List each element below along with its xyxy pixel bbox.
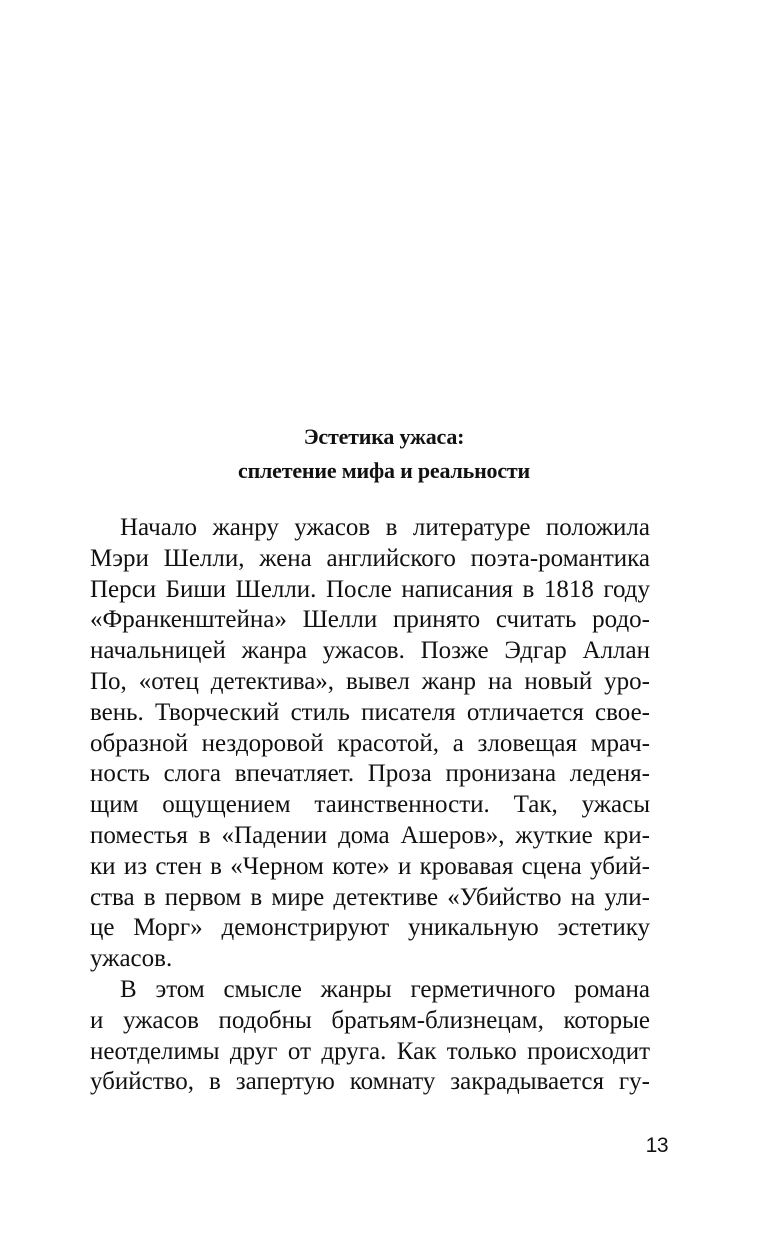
text-line: Перси Биши Шелли. После написания в 1818 году [90, 575, 650, 603]
text-line: вень. Творческий стиль писателя отличается свое- [90, 698, 650, 726]
text-line: це Морг» демонстрируют уникальную эстетику [90, 914, 650, 942]
text-line: образной нездоровой красотой, а зловещая мрач- [90, 729, 650, 757]
text-line: и ужасов подобны братьям-близнецам, которые [90, 1006, 650, 1034]
chapter-heading-line-1: Эстетика ужаса: [303, 424, 465, 449]
text-line: поместья в «Падении дома Ашеров», жуткие кри- [90, 821, 650, 849]
text-line: Начало жанру ужасов в литературе положила [120, 514, 650, 541]
text-line: «Франкенштейна» Шелли принято считать родо- [90, 606, 650, 634]
body-text [90, 513, 650, 1098]
paragraph-1 [90, 513, 650, 975]
chapter-heading [0, 420, 768, 488]
text-line: По, «отец детектива», вывел жанр на новый уро- [90, 667, 650, 695]
page-number: 13 [645, 1134, 668, 1157]
chapter-heading-line-2: сплетение мифа и реальности [238, 458, 530, 483]
text-line: ства в первом в мире детективе «Убийство на ули- [90, 883, 650, 911]
text-line: ужасов. [90, 945, 173, 973]
paragraph-2 [90, 975, 650, 1098]
text-line: начальницей жанра ужасов. Позже Эдгар Аллан [90, 637, 650, 665]
text-line: ность слога впечатляет. Проза пронизана леденя- [90, 760, 650, 788]
text-line: убийство, в запертую комнату закрадывается гу- [90, 1068, 650, 1096]
text-line: В этом смысле жанры герметичного романа [120, 975, 650, 1003]
text-line: щим ощущением таинственности. Так, ужасы [90, 791, 650, 819]
text-line: неотделимы друг от друга. Как только происходит [90, 1037, 650, 1065]
text-line: Мэри Шелли, жена английского поэта-романтика [90, 544, 650, 572]
text-line: ки из стен в «Черном коте» и кровавая сцена убий- [90, 852, 650, 880]
